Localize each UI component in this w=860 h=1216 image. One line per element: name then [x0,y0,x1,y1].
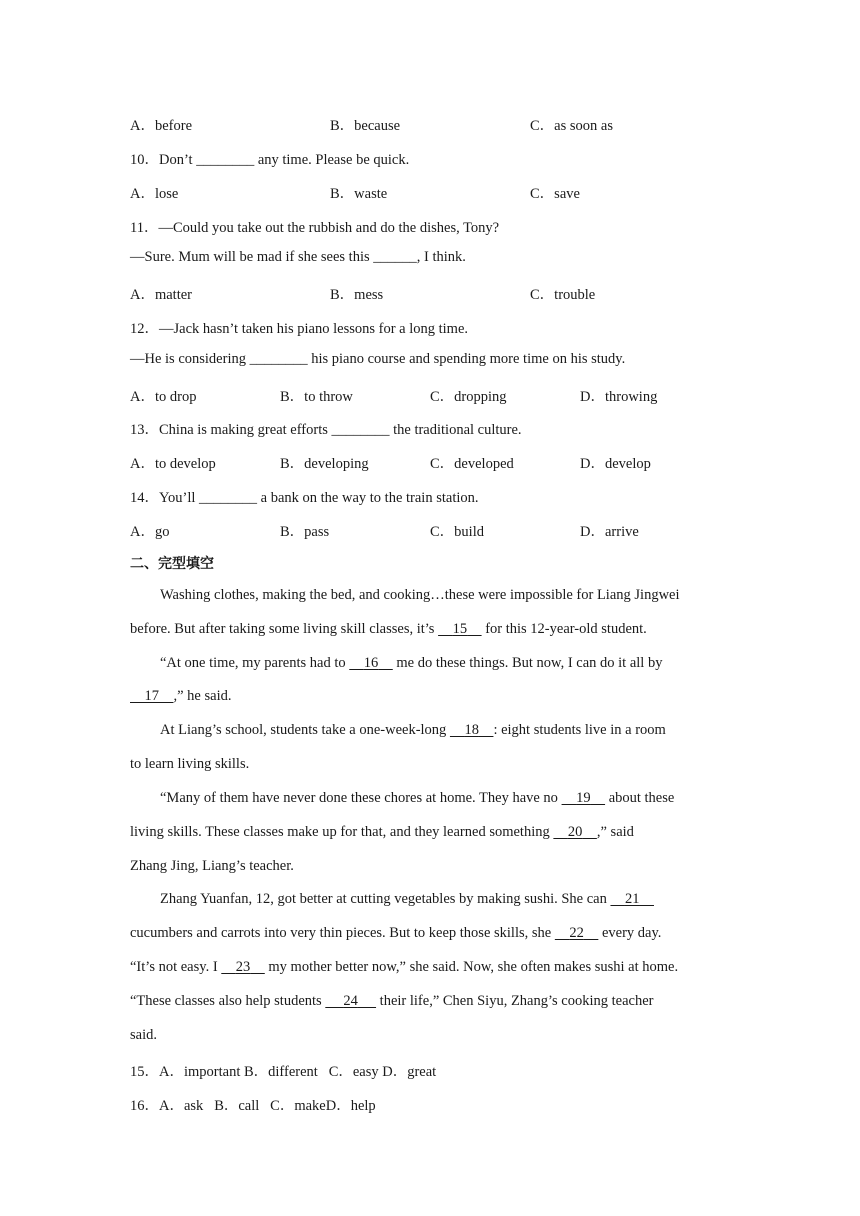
passage-line: At Liang’s school, students take a one-week-long 18 : eight students live in a room [160,722,666,738]
blank-20[interactable]: 20 [567,824,583,840]
passage-line: “Many of them have never done these chores at home. They have no 19 about these [160,790,675,806]
q13-option-a: A．to develop [130,456,216,472]
q10-option-b: B．waste [330,186,388,202]
question-11-reply: —Sure. Mum will be mad if she sees this ______, I think. [130,249,466,265]
blank-16[interactable]: 16 [363,655,379,671]
q14-option-c: C．build [430,524,484,540]
q12-option-d: D．throwing [580,389,658,405]
passage-line: to learn living skills. [130,756,250,772]
q11-option-c: C．trouble [530,287,596,303]
passage-line: 17 ,” he said. [130,688,231,705]
q12-option-c: C．dropping [430,389,507,405]
a16-option-c: C．make [270,1098,326,1114]
blank-22[interactable]: 22 [569,925,584,941]
question-10: 10．Don’t ________ any time. Please be quick. [130,152,410,168]
q10-option-a: A．lose [130,186,179,202]
passage-line: Zhang Yuanfan, 12, got better at cutting vegetables by making sushi. She can 21 [160,891,654,908]
a15-option-a: A．important [159,1064,241,1080]
passage-line: cucumbers and carrots into very thin pieces. But to keep those skills, she 22 every day. [130,925,662,941]
q9-option-c: C．as soon as [530,118,613,134]
q13-option-b: B．developing [280,456,369,472]
answer-16: 16．A．ask B．call C．makeD．help [130,1098,376,1114]
question-13: 13．China is making great efforts ________ the traditional culture. [130,422,522,438]
a15-option-b: B．different [243,1064,318,1080]
blank-21[interactable]: 21 [624,891,640,907]
blank-24[interactable]: 24 [343,993,358,1009]
blank-18[interactable]: 18 [464,722,479,738]
a15-option-d: D．great [382,1064,437,1080]
q13-option-d: D．develop [580,456,651,472]
question-14: 14．You’ll ________ a bank on the way to the train station. [130,490,479,506]
q13-option-c: C．developed [430,456,514,472]
passage-line: “It’s not easy. I 23 my mother better now,” she said. Now, she often makes sushi at home. [130,959,679,975]
passage-line: Zhang Jing, Liang’s teacher. [130,858,294,874]
q12-option-b: B．to throw [280,389,353,405]
passage-line: said. [130,1027,157,1043]
q9-option-b: B．because [330,118,401,134]
answer-15: 15．A．important B．different C．easy D．great [130,1064,437,1080]
question-12: 12．—Jack hasn’t taken his piano lessons for a long time. [130,321,469,337]
a16-option-d: D．help [325,1098,376,1114]
a16-option-a: A．ask [159,1098,204,1114]
q14-option-b: B．pass [280,524,330,540]
blank-17[interactable]: 17 [144,688,159,704]
passage-line: before. But after taking some living skill classes, it’s 15 for this 12-year-old student. [130,621,647,637]
q14-option-a: A．go [130,524,170,540]
q10-option-c: C．save [530,186,580,202]
passage-line: living skills. These classes make up for that, and they learned something 20 ,” said [130,824,634,840]
question-11: 11．—Could you take out the rubbish and do the dishes, Tony? [130,220,500,236]
blank-15[interactable]: 15 [452,621,468,637]
a15-option-c: C．easy [328,1064,379,1080]
a16-option-b: B．call [214,1098,260,1114]
q14-option-d: D．arrive [580,524,639,540]
passage-line: “These classes also help students 24 their life,” Chen Siyu, Zhang’s cooking teacher [130,993,654,1009]
q11-option-a: A．matter [130,287,193,303]
blank-19[interactable]: 19 [576,790,591,806]
question-12-reply: —He is considering ________ his piano course and spending more time on his study. [130,351,626,367]
blank-23[interactable]: 23 [235,959,251,975]
q12-option-a: A．to drop [130,389,197,405]
q11-option-b: B．mess [330,287,384,303]
passage-line: Washing clothes, making the bed, and cooking…these were impossible for Liang Jingwei [160,587,680,603]
section-title: 二、完型填空 [130,556,214,572]
q9-option-a: A．before [130,118,193,134]
passage-line: “At one time, my parents had to 16 me do these things. But now, I can do it all by [160,655,663,671]
